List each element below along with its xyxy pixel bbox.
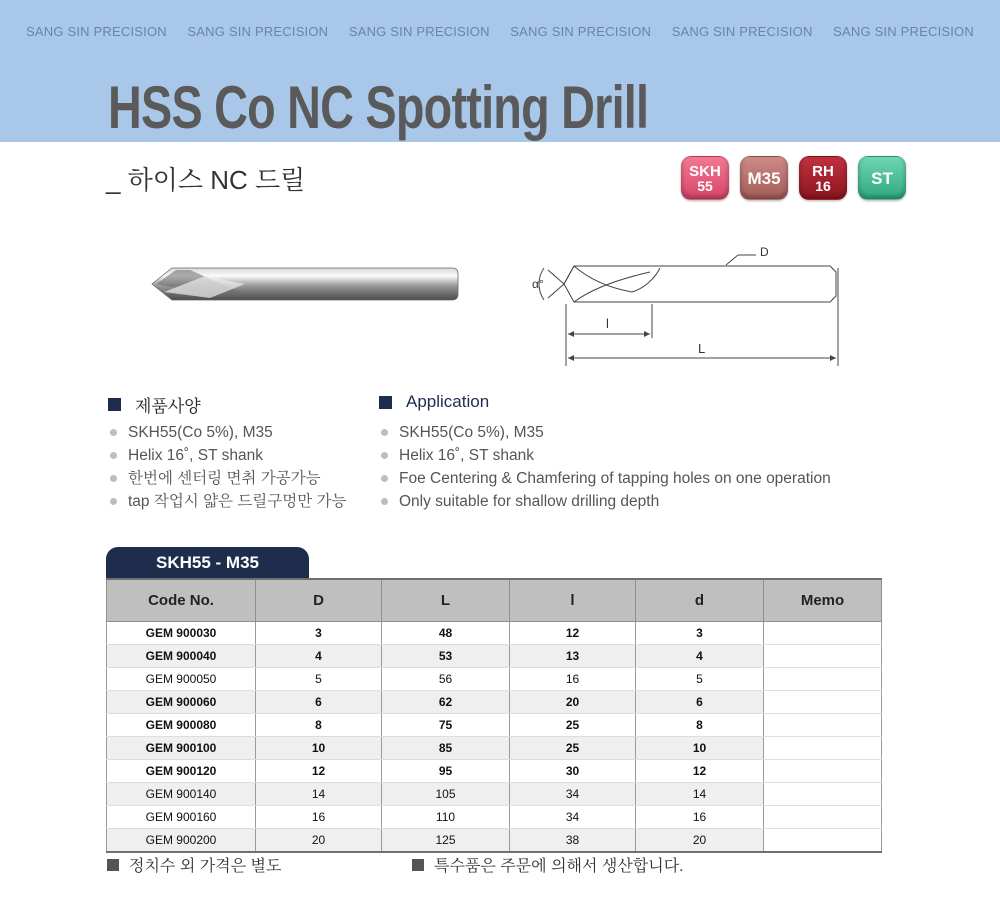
product-subtitle: _ 하이스 NC 드릴 bbox=[106, 165, 306, 195]
note-price bbox=[107, 853, 281, 876]
badge-line: 55 bbox=[697, 177, 713, 194]
badge-st bbox=[858, 156, 906, 200]
drill-photo bbox=[150, 262, 460, 306]
table-cell-D: 3 bbox=[256, 622, 382, 645]
table-cell-d: 4 bbox=[636, 645, 764, 668]
table-cell-L: 125 bbox=[382, 829, 510, 853]
square-bullet-icon bbox=[379, 396, 392, 409]
table-cell-l: 12 bbox=[510, 622, 636, 645]
label-D: D bbox=[760, 245, 769, 259]
table-row bbox=[107, 622, 882, 645]
badge-line: 16 bbox=[815, 177, 831, 194]
table-row bbox=[107, 737, 882, 760]
table-cell-memo bbox=[764, 760, 882, 783]
table-cell-memo bbox=[764, 691, 882, 714]
table-cell-L: 48 bbox=[382, 622, 510, 645]
table-cell-l: 34 bbox=[510, 806, 636, 829]
list-item: Helix 16˚, ST shank bbox=[110, 447, 346, 470]
table-cell-D: 10 bbox=[256, 737, 382, 760]
table-cell-memo bbox=[764, 645, 882, 668]
col-header-D: D bbox=[256, 579, 382, 622]
table-cell-d: 10 bbox=[636, 737, 764, 760]
note-text: 특수품은 주문에 의해서 생산합니다. bbox=[434, 858, 684, 875]
badge-line: M35 bbox=[747, 168, 781, 188]
brand-text: SANG SIN PRECISION bbox=[348, 24, 490, 39]
spec-heading-en bbox=[379, 392, 489, 412]
table-cell-D: 5 bbox=[256, 668, 382, 691]
spec-list-en bbox=[381, 424, 831, 516]
table-row bbox=[107, 829, 882, 853]
table-cell-code: GEM 900050 bbox=[107, 668, 256, 691]
table-cell-D: 12 bbox=[256, 760, 382, 783]
table-body bbox=[107, 622, 882, 853]
heading-text: Application bbox=[406, 392, 490, 411]
note-text: 정치수 외 가격은 별도 bbox=[129, 858, 282, 875]
badge-skh55 bbox=[681, 156, 729, 200]
brand-text: SANG SIN PRECISION bbox=[833, 24, 974, 39]
col-header-d: d bbox=[636, 579, 764, 622]
table-cell-d: 6 bbox=[636, 691, 764, 714]
table-row bbox=[107, 668, 882, 691]
spec-table bbox=[106, 578, 882, 853]
table-cell-D: 16 bbox=[256, 806, 382, 829]
table-cell-L: 56 bbox=[382, 668, 510, 691]
brand-text: SANG SIN PRECISION bbox=[26, 24, 167, 39]
label-L: L bbox=[698, 341, 706, 356]
table-cell-l: 16 bbox=[510, 668, 636, 691]
table-row bbox=[107, 783, 882, 806]
square-bullet-icon bbox=[108, 398, 121, 411]
table-cell-code: GEM 900100 bbox=[107, 737, 256, 760]
table-cell-L: 85 bbox=[382, 737, 510, 760]
col-header-code: Code No. bbox=[107, 579, 256, 622]
brand-text: SANG SIN PRECISION bbox=[187, 24, 329, 39]
drill-diagram bbox=[520, 238, 850, 368]
list-item: SKH55(Co 5%), M35 bbox=[110, 424, 346, 447]
list-item: SKH55(Co 5%), M35 bbox=[381, 424, 831, 447]
list-item: Helix 16˚, ST shank bbox=[381, 447, 831, 470]
table-cell-d: 5 bbox=[636, 668, 764, 691]
table-header-row bbox=[107, 579, 882, 622]
list-item: Only suitable for shallow drilling depth bbox=[381, 493, 831, 516]
table-cell-code: GEM 900160 bbox=[107, 806, 256, 829]
table-cell-D: 8 bbox=[256, 714, 382, 737]
table-cell-code: GEM 900040 bbox=[107, 645, 256, 668]
label-l: l bbox=[606, 316, 609, 331]
table-cell-l: 38 bbox=[510, 829, 636, 853]
table-row bbox=[107, 806, 882, 829]
table-cell-l: 30 bbox=[510, 760, 636, 783]
brand-text: SANG SIN PRECISION bbox=[671, 24, 813, 39]
table-cell-d: 3 bbox=[636, 622, 764, 645]
badge-line: RH bbox=[812, 162, 834, 180]
label-alpha: α° bbox=[532, 277, 544, 291]
table-cell-memo bbox=[764, 737, 882, 760]
table-cell-L: 110 bbox=[382, 806, 510, 829]
table-cell-D: 20 bbox=[256, 829, 382, 853]
square-bullet-icon bbox=[107, 859, 119, 871]
heading-text: 제품사양 bbox=[135, 397, 201, 416]
table-cell-code: GEM 900200 bbox=[107, 829, 256, 853]
table-cell-l: 20 bbox=[510, 691, 636, 714]
table-cell-D: 6 bbox=[256, 691, 382, 714]
material-badges bbox=[681, 156, 906, 200]
table-cell-d: 8 bbox=[636, 714, 764, 737]
table-cell-memo bbox=[764, 668, 882, 691]
table-cell-memo bbox=[764, 806, 882, 829]
badge-line: ST bbox=[871, 168, 893, 188]
table-cell-l: 25 bbox=[510, 737, 636, 760]
col-header-L: L bbox=[382, 579, 510, 622]
table-cell-d: 14 bbox=[636, 783, 764, 806]
product-title: HSS Co NC Spotting Drill bbox=[108, 74, 649, 141]
table-cell-memo bbox=[764, 783, 882, 806]
list-item: Foe Centering & Chamfering of tapping holes on one operation bbox=[381, 470, 831, 493]
table-cell-L: 105 bbox=[382, 783, 510, 806]
badge-m35 bbox=[740, 156, 788, 200]
table-cell-D: 14 bbox=[256, 783, 382, 806]
table-cell-memo bbox=[764, 714, 882, 737]
col-header-l: l bbox=[510, 579, 636, 622]
table-cell-code: GEM 900120 bbox=[107, 760, 256, 783]
spec-heading-ko bbox=[108, 392, 201, 417]
table-cell-l: 13 bbox=[510, 645, 636, 668]
table-cell-D: 4 bbox=[256, 645, 382, 668]
spec-list-ko bbox=[110, 424, 346, 516]
table-cell-L: 62 bbox=[382, 691, 510, 714]
table-cell-d: 20 bbox=[636, 829, 764, 853]
brand-text: SANG SIN PRECISION bbox=[510, 24, 652, 39]
table-cell-d: 16 bbox=[636, 806, 764, 829]
badge-line: SKH bbox=[689, 162, 721, 180]
table-cell-l: 25 bbox=[510, 714, 636, 737]
table-cell-L: 75 bbox=[382, 714, 510, 737]
table-row bbox=[107, 645, 882, 668]
table-cell-code: GEM 900140 bbox=[107, 783, 256, 806]
table-row bbox=[107, 691, 882, 714]
table-cell-L: 95 bbox=[382, 760, 510, 783]
badge-rh16 bbox=[799, 156, 847, 200]
brand-repeat-row bbox=[0, 24, 1000, 39]
square-bullet-icon bbox=[412, 859, 424, 871]
table-cell-memo bbox=[764, 829, 882, 853]
list-item: tap 작업시 얇은 드릴구멍만 가능 bbox=[110, 493, 346, 516]
table-cell-l: 34 bbox=[510, 783, 636, 806]
table-tab: SKH55 - M35 bbox=[106, 547, 309, 578]
table-row bbox=[107, 714, 882, 737]
table-cell-L: 53 bbox=[382, 645, 510, 668]
list-item: 한번에 센터링 면취 가공가능 bbox=[110, 470, 346, 493]
col-header-memo: Memo bbox=[764, 579, 882, 622]
table-row bbox=[107, 760, 882, 783]
table-cell-memo bbox=[764, 622, 882, 645]
table-cell-d: 12 bbox=[636, 760, 764, 783]
table-cell-code: GEM 900060 bbox=[107, 691, 256, 714]
note-special-order bbox=[412, 853, 684, 876]
table-cell-code: GEM 900080 bbox=[107, 714, 256, 737]
table-cell-code: GEM 900030 bbox=[107, 622, 256, 645]
